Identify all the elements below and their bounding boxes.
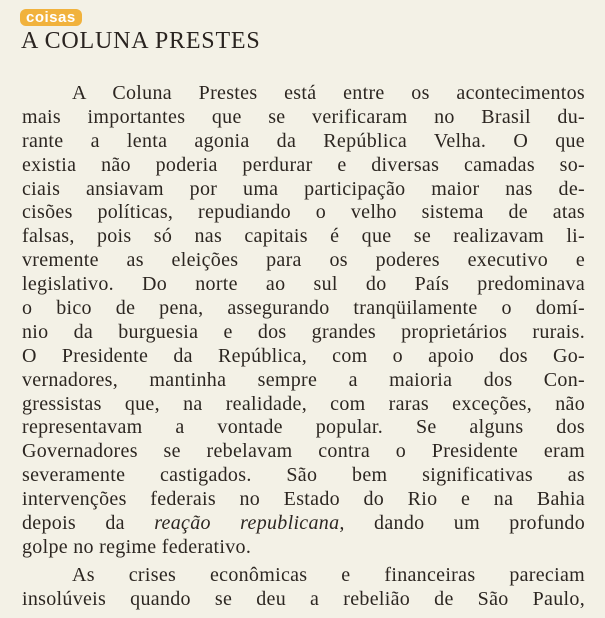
text-line: gressistas que, na realidade, com raras exceções, não	[22, 392, 585, 415]
text-line-with-italic	[22, 512, 585, 536]
text-line: intervenções federais no Estado do Rio e na Bahia	[22, 488, 585, 511]
text-line: As crises econômicas e financeiras pareciam	[72, 563, 585, 586]
text-line: mais importantes que se verificaram no Brasil du-	[22, 105, 585, 128]
section-tag: coisas	[20, 9, 82, 26]
text-line: nio da burguesia e dos grandes proprietários rurais.	[22, 320, 585, 343]
paragraph-2	[22, 564, 585, 612]
article-body	[22, 82, 585, 612]
text-line: golpe no regime federativo.	[22, 535, 252, 558]
text-line: rante a lenta agonia da República Velha. O que	[22, 129, 585, 152]
text-line: o bico de pena, assegurando tranqüilamente o domí-	[22, 297, 585, 320]
text-line: ciais ansiavam por uma participação maior nas de-	[22, 177, 585, 200]
text-line: vernadores, mantinha sempre a maioria dos Con-	[22, 368, 585, 391]
text-line: insolúveis quando se deu a rebelião de São Paulo,	[22, 587, 585, 610]
text-line: Governadores se rebelavam contra o Presidente eram	[22, 440, 585, 463]
text-line: vremente as eleições para os poderes executivo e	[22, 249, 585, 272]
paragraph-1	[22, 82, 585, 560]
italic-phrase: reação republicana,	[154, 512, 345, 535]
text-line: representavam a vontade popular. Se alguns dos	[22, 416, 585, 439]
text-segment: dando um profundo	[344, 512, 585, 535]
text-line: legislativo. Do norte ao sul do País predominava	[22, 273, 585, 296]
text-line: A Coluna Prestes está entre os acontecimentos	[72, 82, 585, 104]
article-title: A COLUNA PRESTES	[21, 28, 261, 54]
text-line: O Presidente da República, com o apoio dos Go-	[22, 344, 585, 367]
text-line: severamente castigados. São bem significativas as	[22, 464, 585, 487]
text-line: existia não poderia perdurar e diversas camadas so-	[22, 153, 585, 176]
text-segment: depois da	[22, 512, 155, 535]
text-line: falsas, pois só nas capitais é que se realizavam li-	[22, 225, 585, 248]
text-line: cisões políticas, repudiando o velho sistema de atas	[22, 201, 585, 224]
